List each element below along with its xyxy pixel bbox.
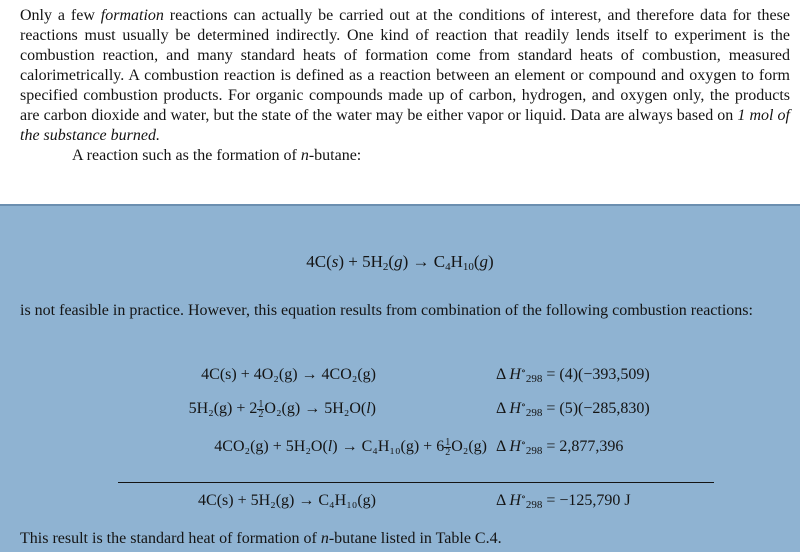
explanation-paragraph xyxy=(20,300,782,321)
enthalpy-value: = (4)(−393,509) xyxy=(542,366,650,383)
conclusion-text: This result is the standard heat of formation of xyxy=(20,530,321,547)
fraction-numerator: 1 xyxy=(445,437,451,448)
combustion-reaction-1 xyxy=(0,366,800,390)
eq-text: 5H₂(g) + 2 xyxy=(188,400,258,417)
eq-state: l xyxy=(327,438,333,455)
temperature-subscript: 298 xyxy=(525,445,543,457)
example-box xyxy=(0,204,800,552)
standard-state-mark: ∘ xyxy=(520,438,526,449)
delta-symbol: Δ xyxy=(496,366,506,383)
eq-subscript: 2 xyxy=(382,261,389,273)
summation-rule xyxy=(118,482,714,483)
eq-text: ) → C₄H₁₀(g) + 6 xyxy=(332,438,445,455)
combustion-reaction-3 xyxy=(0,438,800,462)
intro-paragraph xyxy=(20,6,790,166)
eq-state: l xyxy=(366,400,371,417)
eq-state: s xyxy=(331,252,339,271)
enthalpy-change xyxy=(496,400,650,418)
eq-text: ( xyxy=(388,252,395,271)
explanation-text: is not feasible in practice. However, this equation results from combination of the following combustion reactions: xyxy=(20,302,753,319)
combustion-reaction-2 xyxy=(0,400,800,424)
intro-emphasis: formation xyxy=(100,7,164,24)
reaction-equation xyxy=(189,400,376,419)
intro-text: -butane: xyxy=(308,147,362,164)
standard-state-mark: ∘ xyxy=(520,492,526,503)
intro-emphasis: 1 mol of the substance burned. xyxy=(20,107,790,144)
intro-text: A reaction such as the formation of xyxy=(72,147,301,164)
enthalpy-change xyxy=(496,438,623,456)
eq-text: ) xyxy=(488,252,494,271)
eq-text: O₂(g) xyxy=(451,438,487,455)
enthalpy-change xyxy=(496,492,631,510)
eq-text: ) xyxy=(370,400,376,417)
fraction-denominator: 2 xyxy=(445,447,451,458)
temperature-subscript: 298 xyxy=(525,499,543,511)
eq-subscript: 10 xyxy=(462,261,474,273)
eq-state: g xyxy=(394,252,403,271)
enthalpy-value: = (5)(−285,830) xyxy=(542,400,650,417)
intro-sentence-2 xyxy=(20,146,790,166)
standard-state-mark: ∘ xyxy=(520,366,526,377)
intro-text: Only a few xyxy=(20,7,101,24)
eq-text: ) → C xyxy=(402,252,446,271)
enthalpy-symbol: H xyxy=(509,366,521,383)
eq-text: O₂(g) → 5H₂O( xyxy=(264,400,367,417)
reaction-equation: 4C(s) + 4O₂(g) → 4CO₂(g) xyxy=(201,366,376,383)
eq-text: 4CO₂(g) + 5H₂O( xyxy=(214,438,328,455)
reaction-equation: 4C(s) + 5H₂(g) → C₄H₁₀(g) xyxy=(198,492,376,509)
intro-emphasis: n xyxy=(300,147,309,164)
fraction-numerator: 1 xyxy=(258,399,264,410)
enthalpy-change xyxy=(496,366,650,384)
net-reaction xyxy=(0,492,800,516)
delta-symbol: Δ xyxy=(496,492,506,509)
fraction-denominator: 2 xyxy=(258,409,264,420)
enthalpy-symbol: H xyxy=(509,438,521,455)
eq-text: 4C( xyxy=(306,252,332,271)
conclusion-emphasis: n xyxy=(320,530,329,547)
delta-symbol: Δ xyxy=(496,400,506,417)
standard-state-mark: ∘ xyxy=(520,400,526,411)
enthalpy-value: = 2,877,396 xyxy=(542,438,624,455)
enthalpy-value: = −125,790 J xyxy=(542,492,631,509)
intro-text: reactions can actually be carried out at the conditions of interest, and therefore data for these reactions must usually be determined indirectly. One kind of reaction that readily lends itself to experiment is the combustion reaction, and many standard heats of formation come from standard heats of combustion, measured calorimetrically. A combustion reaction is defined as a reaction between an element or compound and oxygen to form specified combustion products. For organic compounds made up of carbon, hydrogen, and oxygen only, the products are carbon dioxide and water, but the state of the water may be either vapor or liquid. Data are always based on xyxy=(20,7,790,124)
conclusion-text: -butane listed in Table C.4. xyxy=(328,530,502,547)
enthalpy-symbol: H xyxy=(509,492,521,509)
temperature-subscript: 298 xyxy=(525,407,543,419)
eq-subscript: 4 xyxy=(445,261,451,273)
enthalpy-symbol: H xyxy=(509,400,521,417)
temperature-subscript: 298 xyxy=(525,373,543,385)
eq-state: g xyxy=(479,252,489,271)
eq-text: H xyxy=(450,252,463,271)
reaction-equation xyxy=(214,438,487,457)
delta-symbol: Δ xyxy=(496,438,506,455)
conclusion-sentence xyxy=(20,530,502,548)
eq-text: ) + 5H xyxy=(338,252,383,271)
intro-sentence-1 xyxy=(20,6,790,146)
formation-equation xyxy=(0,252,800,272)
eq-text: ( xyxy=(473,252,480,271)
